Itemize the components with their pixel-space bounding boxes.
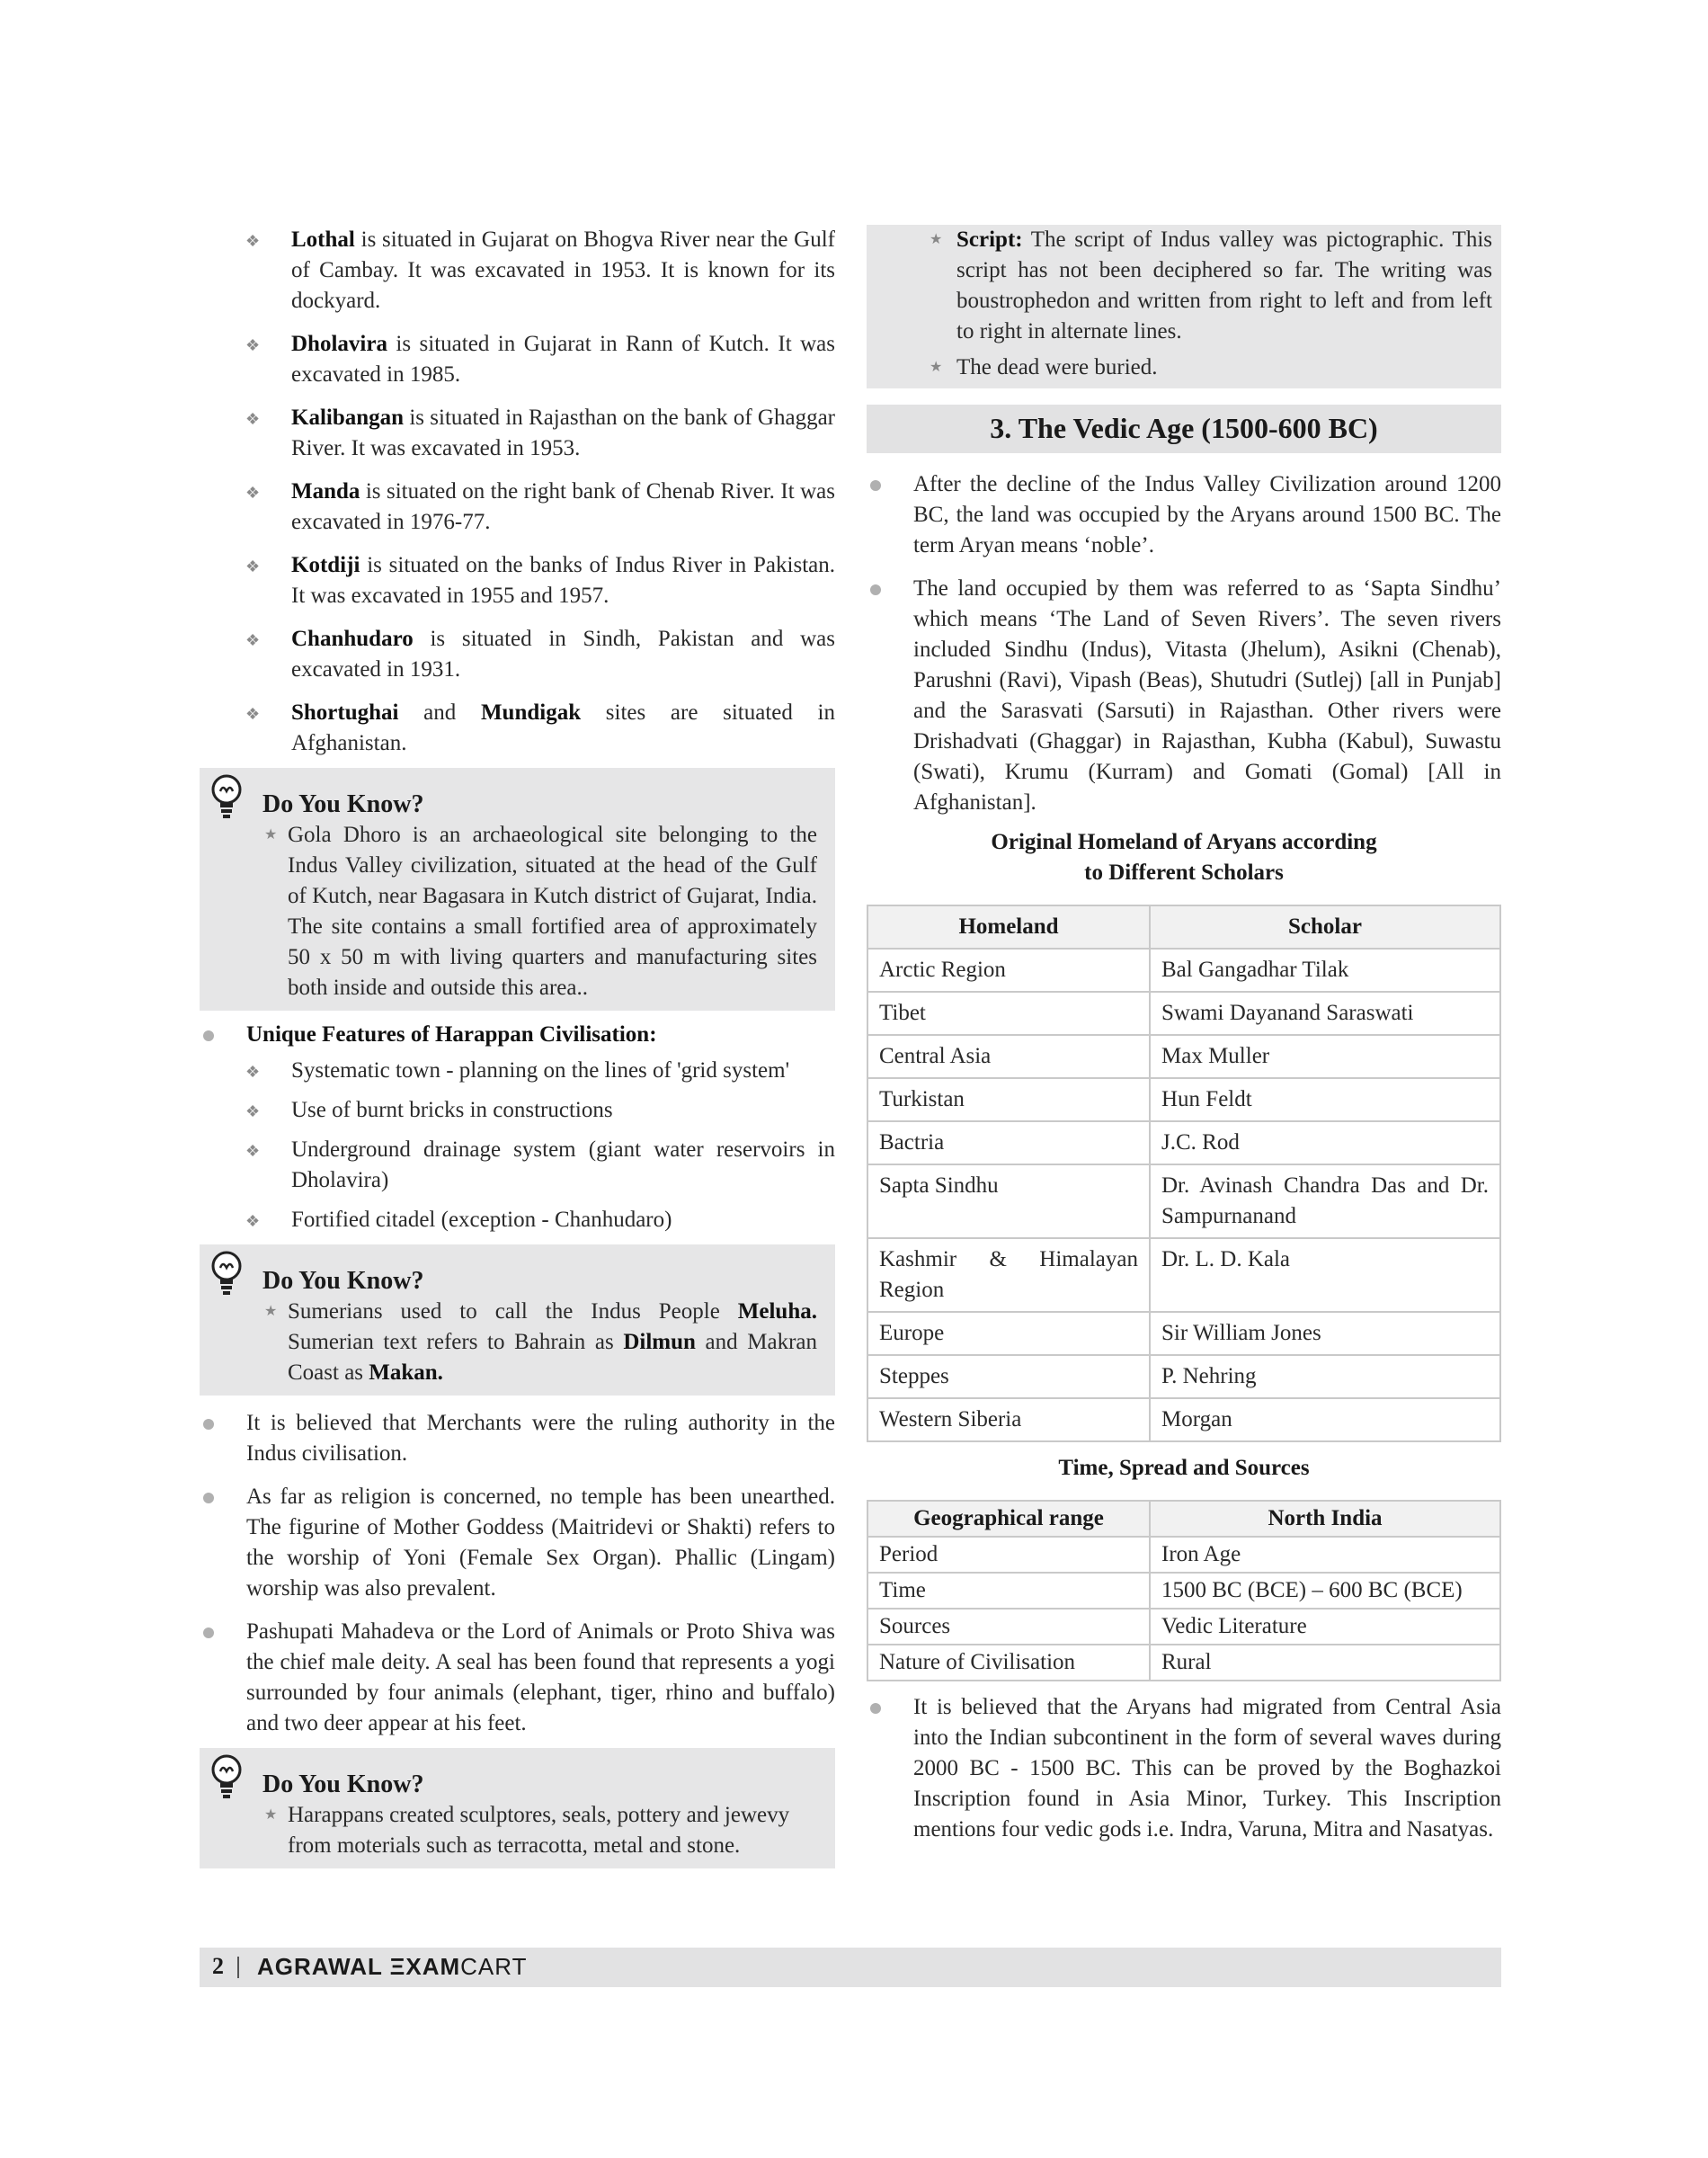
table-header-row (867, 1501, 1500, 1537)
list-item (200, 403, 835, 464)
table-cell: J.C. Rod (1150, 1121, 1500, 1164)
table-cell: Vedic Literature (1150, 1609, 1500, 1645)
table-row (867, 1238, 1500, 1312)
site-name: Dholavira (291, 332, 387, 356)
do-you-know-box (200, 1748, 835, 1868)
brand-bold-text: AGRAWAL ΞXAM (257, 1953, 461, 1980)
table-cell: Tibet (867, 992, 1150, 1035)
diamond-bullet-icon: ❖ (245, 557, 261, 575)
table-cell: 1500 BC (BCE) – 600 BC (BCE) (1150, 1573, 1500, 1609)
diamond-bullet-icon: ❖ (245, 631, 261, 649)
table-row (867, 1537, 1500, 1573)
circle-bullet-icon (203, 1627, 214, 1638)
dyk-bold: Dilmun (623, 1330, 696, 1354)
circle-bullet-icon (203, 1493, 214, 1503)
script-box (867, 225, 1501, 388)
feature-text: Use of burnt bricks in constructions (291, 1098, 613, 1122)
table-title-line: Original Homeland of Aryans according (991, 830, 1377, 854)
table-cell: Central Asia (867, 1035, 1150, 1078)
table-row (867, 1312, 1500, 1355)
lightbulb-icon (209, 1250, 245, 1300)
point-text: After the decline of the Indus Valley Civilization around 1200 BC, the land was occupied by the Aryans around 1500 BC. The term Aryan means ‘noble’. (913, 472, 1501, 557)
table-header-row (867, 905, 1500, 949)
conjunction: and (398, 700, 481, 725)
table-cell: Hun Feldt (1150, 1078, 1500, 1121)
diamond-bullet-icon: ❖ (245, 1102, 261, 1120)
script-text: The script of Indus valley was pictographic. This script has not been deciphered so far. The writing was boustrophedon and written from right to left and from left to right in alternate lines. (956, 227, 1492, 343)
table-cell: Turkistan (867, 1078, 1150, 1121)
point-text: The land occupied by them was referred to as ‘Sapta Sindhu’ which means ‘The Land of Seven Rivers’. The seven rivers included Sindhu (Indus), Vitasta (Jhelum), Asikni (Chenab), Parushni (Ravi), Vipash (Beas), Shutudri (Sutlej) [all in Punjab] and the Sarasvati (Sarsuti) in Rajasthan. Other rivers were Drishadvati (Ghaggar) in Rajasthan, Kubha (Kabul), Suwastu (Swati), Krumu (Kurram) and Gomati (Gomal) [All in Afghanistan]. (913, 576, 1501, 815)
list-item (200, 329, 835, 390)
column-header: Homeland (867, 905, 1150, 949)
table-cell: Dr. L. D. Kala (1150, 1238, 1500, 1312)
features-title: Unique Features of Harappan Civilisation: (246, 1022, 657, 1047)
lightbulb-icon (209, 773, 245, 824)
dyk-bold: Makan. (369, 1360, 443, 1385)
table-row (867, 1645, 1500, 1681)
dyk-content: Harappans created sculptores, seals, pottery and jewevy from moterials such as terracotta, metal and stone. (288, 1803, 790, 1858)
page-number: 2 (212, 1953, 224, 1979)
point-text: It is believed that Merchants were the ruling authority in the Indus civilisation. (246, 1411, 835, 1466)
left-column (200, 225, 835, 1877)
table-row (867, 1164, 1500, 1238)
diamond-bullet-icon: ❖ (245, 1212, 261, 1230)
dyk-content: Sumerians used to call the Indus People (288, 1299, 738, 1324)
diamond-bullet-icon: ❖ (245, 1063, 261, 1081)
circle-bullet-icon (870, 1703, 881, 1714)
time-spread-table (867, 1500, 1501, 1681)
footer-divider (237, 1957, 239, 1978)
section-heading: 3. The Vedic Age (1500-600 BC) (867, 405, 1501, 453)
site-name: Mundigak (480, 700, 582, 725)
list-item (200, 1020, 835, 1050)
table-title (867, 827, 1501, 888)
column-header: Geographical range (867, 1501, 1150, 1537)
list-item (867, 225, 1492, 347)
site-text: is situated in Gujarat in Rann of Kutch. It was excavated in 1985. (291, 332, 835, 387)
do-you-know-box (200, 768, 835, 1011)
dyk-title: Do You Know? (262, 1267, 424, 1295)
site-text: is situated on the right bank of Chenab River. It was excavated in 1976-77. (291, 479, 835, 534)
point-text: Pashupati Mahadeva or the Lord of Animals or Proto Shiva was the chief male deity. A seal has been found that represents a yogi surrounded by four animals (elephant, tiger, rhino and buffalo) and two deer appear at his feet. (246, 1619, 835, 1735)
lightbulb-icon (209, 1753, 245, 1804)
brand-logo (257, 1951, 527, 1982)
brand-rest-text: CART (460, 1953, 528, 1980)
table-title: Time, Spread and Sources (1058, 1456, 1310, 1480)
table-cell: Steppes (867, 1355, 1150, 1398)
dyk-text (200, 820, 826, 1003)
table-row (867, 949, 1500, 992)
table-cell: Bactria (867, 1121, 1150, 1164)
table-cell: Swami Dayanand Saraswati (1150, 992, 1500, 1035)
diamond-bullet-icon: ❖ (245, 410, 261, 428)
list-item (867, 352, 1492, 383)
site-text: is situated on the banks of Indus River in Pakistan. It was excavated in 1955 and 1957. (291, 553, 835, 608)
table-cell: Nature of Civilisation (867, 1645, 1150, 1681)
site-text: is situated in Sindh, Pakistan and was excavated in 1931. (291, 627, 835, 682)
star-bullet-icon: ★ (264, 827, 278, 843)
feature-text: Underground drainage system (giant water reservoirs in Dholavira) (291, 1137, 835, 1192)
feature-text: Fortified citadel (exception - Chanhudaro) (291, 1208, 672, 1232)
diamond-bullet-icon: ❖ (245, 484, 261, 502)
list-item (200, 1056, 835, 1086)
circle-bullet-icon (203, 1419, 214, 1430)
table-cell: Sapta Sindhu (867, 1164, 1150, 1238)
list-item (200, 550, 835, 611)
site-text: is situated in Gujarat on Bhogva River near the Gulf of Cambay. It was excavated in 1953. It is known for its dockyard. (291, 227, 835, 313)
table-row (867, 1078, 1500, 1121)
list-item (200, 698, 835, 759)
do-you-know-box (200, 1244, 835, 1396)
list-item (200, 1408, 835, 1469)
table-title-line: to Different Scholars (1084, 861, 1284, 885)
aryan-migration-points (867, 1692, 1501, 1845)
script-label: Script: (956, 227, 1023, 252)
site-text: sites are situated in Afghanistan. (291, 700, 835, 755)
list-item (200, 1482, 835, 1604)
list-item (200, 1205, 835, 1235)
site-name: Manda (291, 479, 360, 504)
site-name: Shortughai (291, 700, 399, 725)
star-bullet-icon: ★ (930, 360, 943, 375)
dyk-content: Sumerian text refers to Bahrain as (288, 1330, 624, 1354)
site-name: Chanhudaro (291, 627, 414, 651)
list-item (200, 1095, 835, 1126)
diamond-bullet-icon: ❖ (245, 232, 261, 250)
table-cell: Arctic Region (867, 949, 1150, 992)
table-cell: Sir William Jones (1150, 1312, 1500, 1355)
table-cell: Time (867, 1573, 1150, 1609)
table-cell: Rural (1150, 1645, 1500, 1681)
points-list (200, 1408, 835, 1739)
site-name: Kotdiji (291, 553, 360, 577)
list-item (200, 1135, 835, 1196)
star-bullet-icon: ★ (264, 1304, 278, 1319)
table-row (867, 1573, 1500, 1609)
dyk-text (200, 1800, 826, 1861)
circle-bullet-icon (870, 480, 881, 491)
diamond-bullet-icon: ❖ (245, 336, 261, 354)
site-name: Lothal (291, 227, 355, 252)
table-cell: Period (867, 1537, 1150, 1573)
point-text: It is believed that the Aryans had migrated from Central Asia into the Indian subcontinent in the form of several waves during 2000 BC - 1500 BC. This can be proved by the Boghazkoi Inscription found in Asia Minor, Turkey. This Inscription mentions four vedic gods i.e. Indra, Varuna, Mitra and Nasatyas. (913, 1695, 1501, 1841)
dyk-content: Gola Dhoro is an archaeological site belonging to the Indus Valley civilization, situated at the head of the Gulf of Kutch, near Bagasara in Kutch district of Gujarat, India. The site contains a small fortified area of approximately 50 x 50 m with living quarters and manufacturing sites both inside and outside this area.. (288, 823, 817, 1000)
homeland-table (867, 905, 1501, 1442)
site-text: is situated in Rajasthan on the bank of Ghaggar River. It was excavated in 1953. (291, 406, 835, 460)
dyk-text (200, 1297, 826, 1388)
circle-bullet-icon (203, 1030, 214, 1041)
table-cell: Europe (867, 1312, 1150, 1355)
feature-text: Systematic town - planning on the lines of 'grid system' (291, 1058, 790, 1083)
table-row (867, 1398, 1500, 1441)
circle-bullet-icon (870, 584, 881, 595)
table-cell: Western Siberia (867, 1398, 1150, 1441)
site-name: Kalibangan (291, 406, 405, 430)
table-row (867, 1355, 1500, 1398)
list-item (200, 624, 835, 685)
table-cell: Iron Age (1150, 1537, 1500, 1573)
table-row (867, 1121, 1500, 1164)
site-list (200, 225, 835, 759)
table-cell: Sources (867, 1609, 1150, 1645)
table-cell: Morgan (1150, 1398, 1500, 1441)
dyk-content: and Makran Coast as (288, 1330, 818, 1385)
right-column (867, 225, 1501, 1858)
point-text: As far as religion is concerned, no temple has been unearthed. The figurine of Mother Goddess (Maitridevi or Shakti) refers to the worship of Yoni (Female Sex Organ). Phallic (Lingam) worship was also prevalent. (246, 1485, 835, 1601)
dyk-bold: Meluha. (737, 1299, 817, 1324)
dyk-title: Do You Know? (262, 1770, 424, 1798)
list-item (867, 1692, 1501, 1845)
table-cell: Kashmir & Himalayan Region (867, 1238, 1150, 1312)
features-section (200, 1020, 835, 1050)
diamond-bullet-icon: ❖ (245, 705, 261, 723)
burial-text: The dead were buried. (956, 355, 1158, 379)
list-item (867, 574, 1501, 818)
column-header: North India (1150, 1501, 1500, 1537)
column-header: Scholar (1150, 905, 1500, 949)
table-row (867, 1609, 1500, 1645)
list-item (867, 469, 1501, 561)
table-cell: Max Muller (1150, 1035, 1500, 1078)
list-item (200, 225, 835, 317)
table-cell: Dr. Avinash Chandra Das and Dr. Sampurnanand (1150, 1164, 1500, 1238)
diamond-bullet-icon: ❖ (245, 1142, 261, 1160)
table-cell: P. Nehring (1150, 1355, 1500, 1398)
vedic-points (867, 469, 1501, 818)
table-row (867, 992, 1500, 1035)
table-cell: Bal Gangadhar Tilak (1150, 949, 1500, 992)
dyk-title: Do You Know? (262, 790, 424, 818)
star-bullet-icon: ★ (264, 1807, 278, 1823)
star-bullet-icon: ★ (930, 232, 943, 247)
list-item (200, 1617, 835, 1739)
page-footer (200, 1948, 1501, 1987)
table-row (867, 1035, 1500, 1078)
features-list (200, 1056, 835, 1235)
list-item (200, 477, 835, 538)
